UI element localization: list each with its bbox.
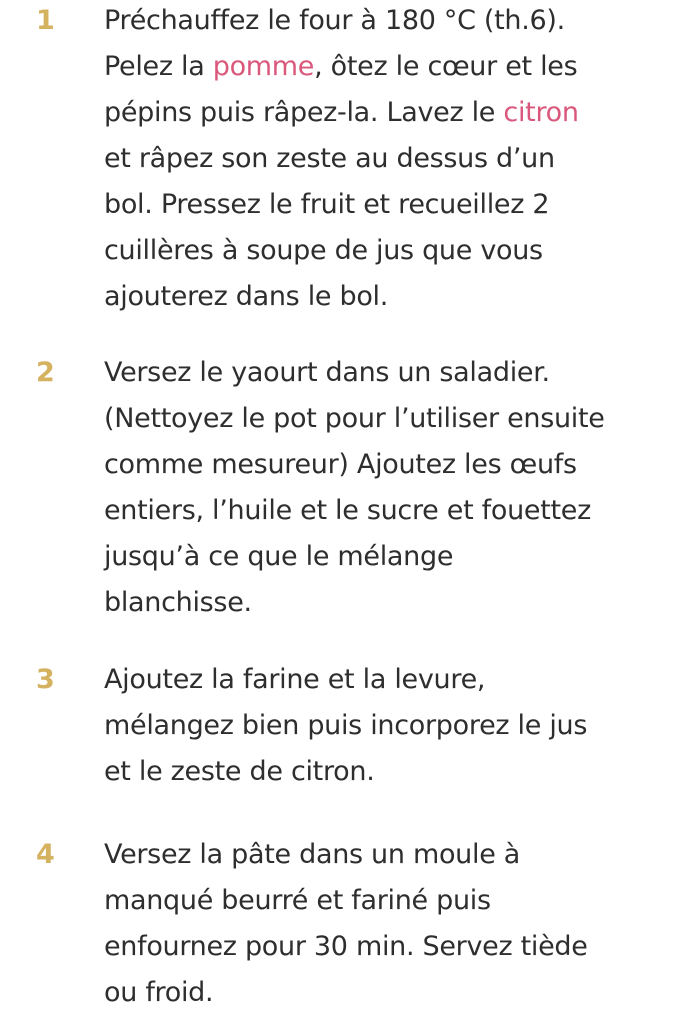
instruction-line — [104, 749, 688, 795]
instruction-line — [104, 0, 688, 44]
instruction-line — [104, 90, 688, 136]
instruction-line — [104, 703, 688, 749]
step-number: 2 — [36, 357, 55, 388]
instruction-text: bol. Pressez le fruit et recueillez 2 — [104, 189, 550, 220]
step-number: 1 — [36, 5, 55, 36]
step-instructions — [104, 657, 688, 795]
instruction-line — [104, 396, 688, 442]
instruction-text: blanchisse. — [104, 587, 252, 618]
instruction-line — [104, 832, 688, 878]
instruction-line — [104, 970, 688, 1016]
instruction-line — [104, 228, 688, 274]
instruction-line — [104, 580, 688, 626]
instruction-text: (Nettoyez le pot pour l’utiliser ensuite — [104, 403, 605, 434]
instruction-line — [104, 442, 688, 488]
instruction-line — [104, 924, 688, 970]
instruction-text: cuillères à soupe de jus que vous — [104, 235, 543, 266]
instruction-text: ajouterez dans le bol. — [104, 281, 389, 312]
instruction-text: manqué beurré et fariné puis — [104, 885, 491, 916]
instruction-text: ou froid. — [104, 977, 214, 1008]
instruction-text: mélangez bien puis incorporez le jus — [104, 710, 588, 741]
instruction-text: Versez le yaourt dans un saladier. — [104, 357, 550, 388]
instruction-text: Pelez la — [104, 51, 213, 82]
instruction-line — [104, 136, 688, 182]
ingredient-link-pomme[interactable]: pomme — [212, 51, 315, 82]
instruction-text: entiers, l’huile et le sucre et fouettez — [104, 495, 591, 526]
instruction-line — [104, 274, 688, 320]
instruction-line — [104, 534, 688, 580]
instruction-text: pépins puis râpez-la. Lavez le — [104, 97, 504, 128]
instruction-line — [104, 878, 688, 924]
step-number: 3 — [36, 664, 55, 695]
instruction-text: Ajoutez la farine et la levure, — [104, 664, 486, 695]
instruction-text: enfournez pour 30 min. Servez tiède — [104, 931, 588, 962]
instruction-line — [104, 182, 688, 228]
instruction-text: Préchauffez le four à 180 °C (th.6). — [104, 5, 565, 36]
ingredient-link-citron[interactable]: citron — [503, 97, 579, 128]
instruction-line — [104, 488, 688, 534]
instruction-line — [104, 350, 688, 396]
instruction-text: comme mesureur) Ajoutez les œufs — [104, 449, 577, 480]
step-instructions — [104, 350, 688, 626]
instruction-line — [104, 44, 688, 90]
instruction-text: , ôtez le cœur et les — [314, 51, 578, 82]
instruction-text: et le zeste de citron. — [104, 756, 375, 787]
instruction-text: Versez la pâte dans un moule à — [104, 839, 521, 870]
step-instructions — [104, 0, 688, 320]
step-instructions — [104, 832, 688, 1016]
step-number: 4 — [36, 839, 55, 870]
instruction-text: jusqu’à ce que le mélange — [104, 541, 454, 572]
instruction-line — [104, 657, 688, 703]
instruction-text: et râpez son zeste au dessus d’un — [104, 143, 555, 174]
